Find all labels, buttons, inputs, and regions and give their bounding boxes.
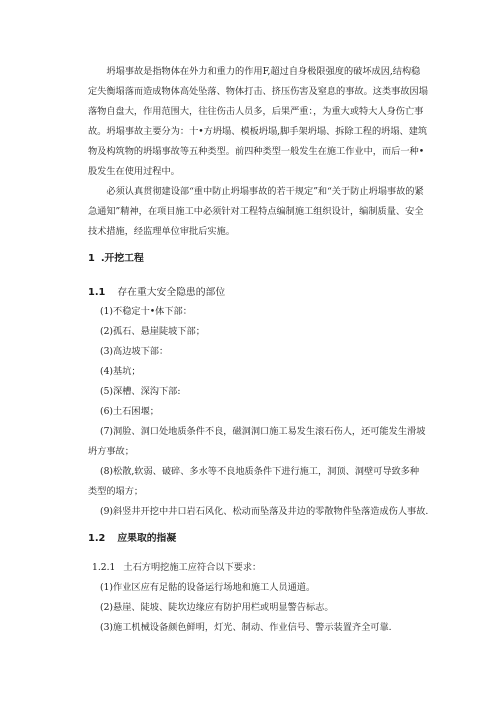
list-item-7-line-1: (7)洞脸、洞口处地质条件不良，磁洞洞口施工易发生滚石伤人，还可能发生滑坡	[100, 426, 426, 437]
intro-paragraph-2: 坍塌事故主要分为：十•方坍塌、模板坍塌,脚手架坍塌、拆除工程的坍塌、建筑物及构筑物的坍塌事故等五种类型。前四种类型一般发生在施工作业中，而后一种•股发生在使用过程中。	[88, 126, 428, 177]
section-1-2-title: 应果取的指凝	[117, 533, 177, 544]
section-1-title: .开挖工程	[100, 253, 144, 264]
list-item: (1)不稳定十•体下部：	[100, 306, 192, 317]
list-item-8-line-2: 类型的塌方；	[88, 486, 144, 497]
section-1-1-heading	[88, 284, 225, 298]
section-1-heading	[88, 250, 144, 264]
intro-paragraph-3: 必须认真贯彻建设部“重中防止坍塌事故的若干规定”和“关于防止坍塌事故的紧急通知”精神，在项目施工中必须针对工程特点编制施工组织设计，编制质量、安全技术措施，经监理单位审批后实施。	[88, 186, 424, 237]
list-item: (5)深槽、深沟下部:	[100, 386, 181, 397]
subsection-1-2-1	[92, 558, 261, 578]
list-item: (2)孤石、悬崖陡坡下部；	[100, 326, 205, 337]
section-1-2-heading	[88, 530, 176, 544]
section-1-1-title: 存在重大安全隐患的部位	[117, 287, 226, 298]
list-item: (1)作业区应有足骷的设备运行场地和施工人员通道。	[100, 582, 316, 593]
intro-paragraph-1: 坍塌事故是指物体在外力和重力的作用F,超过自身极限强度的破坏成因,结构稳定失衡塌落而造成物体高处坠落、物体打击、挤压伤害及窒息的事故。这类事故因塌落物自盘大，作用范围大，往往伤击人员多，后果严重：，为重大或特大人身伤亡事故。	[88, 66, 428, 137]
list-item: (4)基坑；	[100, 366, 141, 377]
list-item-7-line-2: 坍方事故；	[88, 446, 134, 457]
list-item: (6)土石困堰；	[100, 406, 159, 417]
subsection-1-2-1-title: 土石方明挖施工应符合以下要求：	[123, 562, 262, 573]
list-item-8-line-1: (8)松散,软弱、破碎、多水等不良地质条件下进行施工，洞顶、洞壁可导致多种	[100, 466, 420, 477]
section-1-1-number: 1.1	[88, 287, 106, 298]
list-item-9: (9)斜竖井开挖中井口岩石风化、松动而坠落及井边的零散物件坠落造成伤人事故.	[100, 506, 429, 517]
section-1-2-number: 1.2	[88, 533, 106, 544]
list-item: (3)施工机械设备颜色鲜明，灯光、制动、作业信号、警示装置齐全可靠.	[100, 622, 392, 633]
section-1-number: 1	[88, 253, 95, 264]
subsection-1-2-1-number: 1.2.1	[92, 562, 116, 573]
list-item: (2)悬崖、陡坡、陡坎边缘应有防护用栏或明显警告标志。	[100, 602, 334, 613]
list-item: (3)高边坡下部：	[100, 346, 169, 357]
